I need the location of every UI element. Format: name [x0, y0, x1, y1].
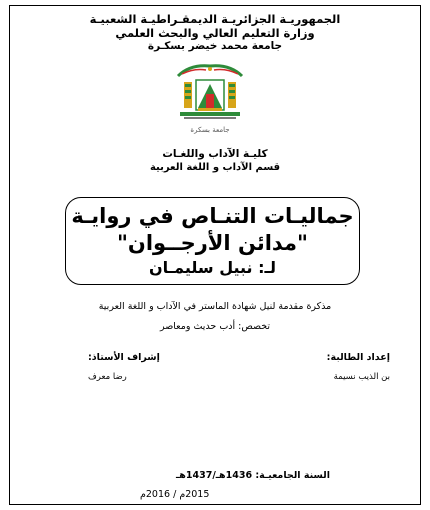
department-name: قسم الآداب و اللغة العربية [149, 162, 281, 173]
university-heading: جامعة محمد خيضر بسكـرة [147, 40, 283, 52]
ministry-heading: وزارة التعليم العالي والبحث العلمي [115, 26, 315, 40]
logo-calligraphy-band [178, 66, 242, 76]
thesis-title-line-2: "مدائن الأرجــوان" [116, 231, 308, 255]
thesis-author: لـ: نبيل سليمـان [148, 258, 277, 277]
thesis-title-line-1: جماليـات التنـاص في روايـة [71, 204, 354, 228]
academic-year-label: السنة الجامعيـة: 1436هـ/1437هـ [176, 470, 330, 481]
logo-base [180, 112, 240, 119]
memo-statement: مذكرة مقدمة لنيل شهادة الماستر في الآداب و اللغة العربية [98, 301, 332, 312]
thesis-title-box [65, 197, 360, 285]
faculty-name: كليـة الآداب واللغـات [162, 148, 268, 160]
specialization: تخصص: أدب حديث ومعاصر [159, 321, 271, 332]
university-logo [170, 60, 250, 138]
supervisor-name: رضا معرف [88, 372, 127, 382]
student-label: إعداد الطالبة: [326, 352, 390, 363]
logo-emblem [196, 80, 224, 111]
student-name: بن الذيب نسيمة [333, 372, 390, 382]
supervisor-label: إشراف الأستاذ: [88, 352, 160, 363]
logo-caption: جامعة بسكرة [190, 126, 230, 134]
academic-year-value: 2015م / 2016م [140, 489, 210, 500]
republic-heading: الجمهوريـة الجزائريـة الديمقـراطيـة الشعبيـة [89, 12, 341, 26]
